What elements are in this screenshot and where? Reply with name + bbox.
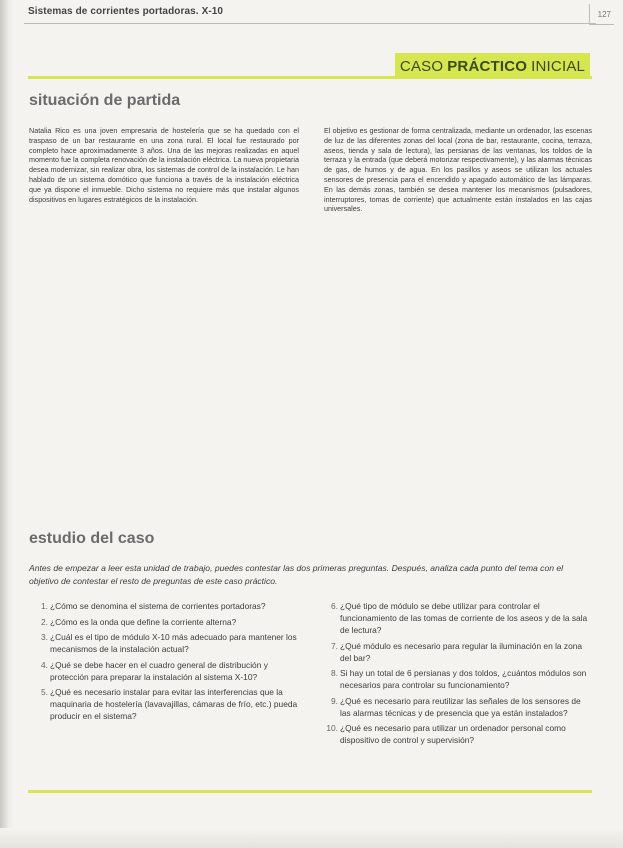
question-number: 9. <box>331 695 338 706</box>
question-item <box>32 631 302 655</box>
question-text: Si hay un total de 6 persianas y dos toldos, ¿cuántos módulos son necesarios para controlar su funcionamiento? <box>340 668 587 691</box>
question-text: ¿Qué módulo es necesario para regular la iluminación en la zona del bar? <box>340 640 583 663</box>
question-number: 8. <box>331 668 338 679</box>
estudio-intro: Antes de empezar a leer esta unidad de trabajo, puedes contestar las dos primeras preguntas. Después, analiza cada punto del tema con el objetivo de contestar el resto de preguntas de este caso práctico. <box>29 563 564 586</box>
questions-right-column <box>322 600 592 750</box>
question-text: ¿Cuál es el tipo de módulo X-10 más adecuado para mantener los mecanismos de la instalación actual? <box>50 632 297 655</box>
question-number: 5. <box>41 687 48 698</box>
question-text: ¿Qué es necesario para reutilizar las señales de los sensores de las alarmas técnicas y de presencia que ya están instalados? <box>340 695 581 718</box>
question-item <box>322 667 592 691</box>
question-text: ¿Cómo se denomina el sistema de corrientes portadoras? <box>50 601 266 611</box>
banner-suffix: INICIAL <box>531 57 586 75</box>
question-item <box>322 640 592 664</box>
page-number-box <box>589 4 614 25</box>
header-divider <box>24 23 596 24</box>
question-item <box>32 659 302 683</box>
question-item <box>322 695 592 719</box>
banner-prefix: CASO <box>399 57 444 75</box>
question-item <box>32 600 302 612</box>
question-item <box>322 600 592 636</box>
running-header <box>24 4 614 22</box>
page-gutter-shadow <box>0 0 14 848</box>
situacion-column-right: El objetivo es gestionar de forma centralizada, mediante un ordenador, las escenas de luz de las diferentes zonas del local (zona de bar, restaurante, cocina, terraza, aseos, tienda y sala de lectura), las persianas de las ventanas, los toldos de la terraza y la entrada (que deberá motorizar respectivamente), y las alarmas técnicas de gas, de humos y de agua. En los pasillos y aseos se utilizan los actuales sensores de presencia para el encendido y apagado automático de las lámparas. En las demás zonas, también se desea mantener los mecanismos (pulsadores, interruptores, tomas de corriente) que actualmente están instalados en las cajas universales. <box>324 126 592 214</box>
estudio-heading: estudio del caso <box>29 530 155 547</box>
question-number: 4. <box>41 659 48 670</box>
header-title: Sistemas de corrientes portadoras. X-10 <box>28 6 224 17</box>
question-item <box>322 722 592 746</box>
question-item <box>32 616 302 628</box>
question-number: 10. <box>326 723 338 734</box>
question-text: ¿Qué tipo de módulo se debe utilizar para controlar el funcionamiento de las tomas de corriente de los aseos y de la sala de lectura? <box>340 601 588 635</box>
page-number: 127 <box>597 10 611 19</box>
questions-left-column <box>32 600 302 726</box>
question-number: 7. <box>331 640 338 651</box>
question-item <box>32 686 302 722</box>
question-number: 6. <box>331 601 338 611</box>
question-text: ¿Qué es necesario instalar para evitar las interferencias que la maquinaria de hostelería (lavavajillas, cámaras de frío, etc.) pueda producir en el sistema? <box>50 687 298 722</box>
banner-rule <box>28 76 592 79</box>
question-number: 3. <box>41 632 48 643</box>
banner-bold: PRÁCTICO <box>447 57 528 75</box>
page-bottom-shadow <box>0 828 623 848</box>
situacion-column-left: Natalia Rico es una joven empresaria de hostelería que se ha quedado con el traspaso de un bar restaurante en una zona rural. El local fue restaurado por completo hace aproximadamente 3 años. Una de las mejoras realizadas en aquel momento fue la completa renovación de la instalación eléctrica. La nueva propietaria desea modernizar, sin realizar obra, los sistemas de control de la instalación. Le han hablado de un sistema domótico que funciona a través de la instalación eléctrica que ya dispone el inmueble. Dicho sistema no requiere más que instalar algunos dispositivos en lugares estratégicos de la instalación. <box>29 126 299 204</box>
question-text: ¿Cómo es la onda que define la corriente alterna? <box>50 616 237 627</box>
question-number: 1. <box>41 601 48 611</box>
question-number: 2. <box>41 616 48 627</box>
question-text: ¿Qué es necesario para utilizar un ordenador personal como dispositivo de control y supervisión? <box>340 723 566 746</box>
bottom-rule <box>28 790 592 793</box>
situacion-heading: situación de partida <box>29 92 181 109</box>
question-text: ¿Qué se debe hacer en el cuadro general de distribución y protección para preparar la instalación al sistema X-10? <box>50 659 268 682</box>
